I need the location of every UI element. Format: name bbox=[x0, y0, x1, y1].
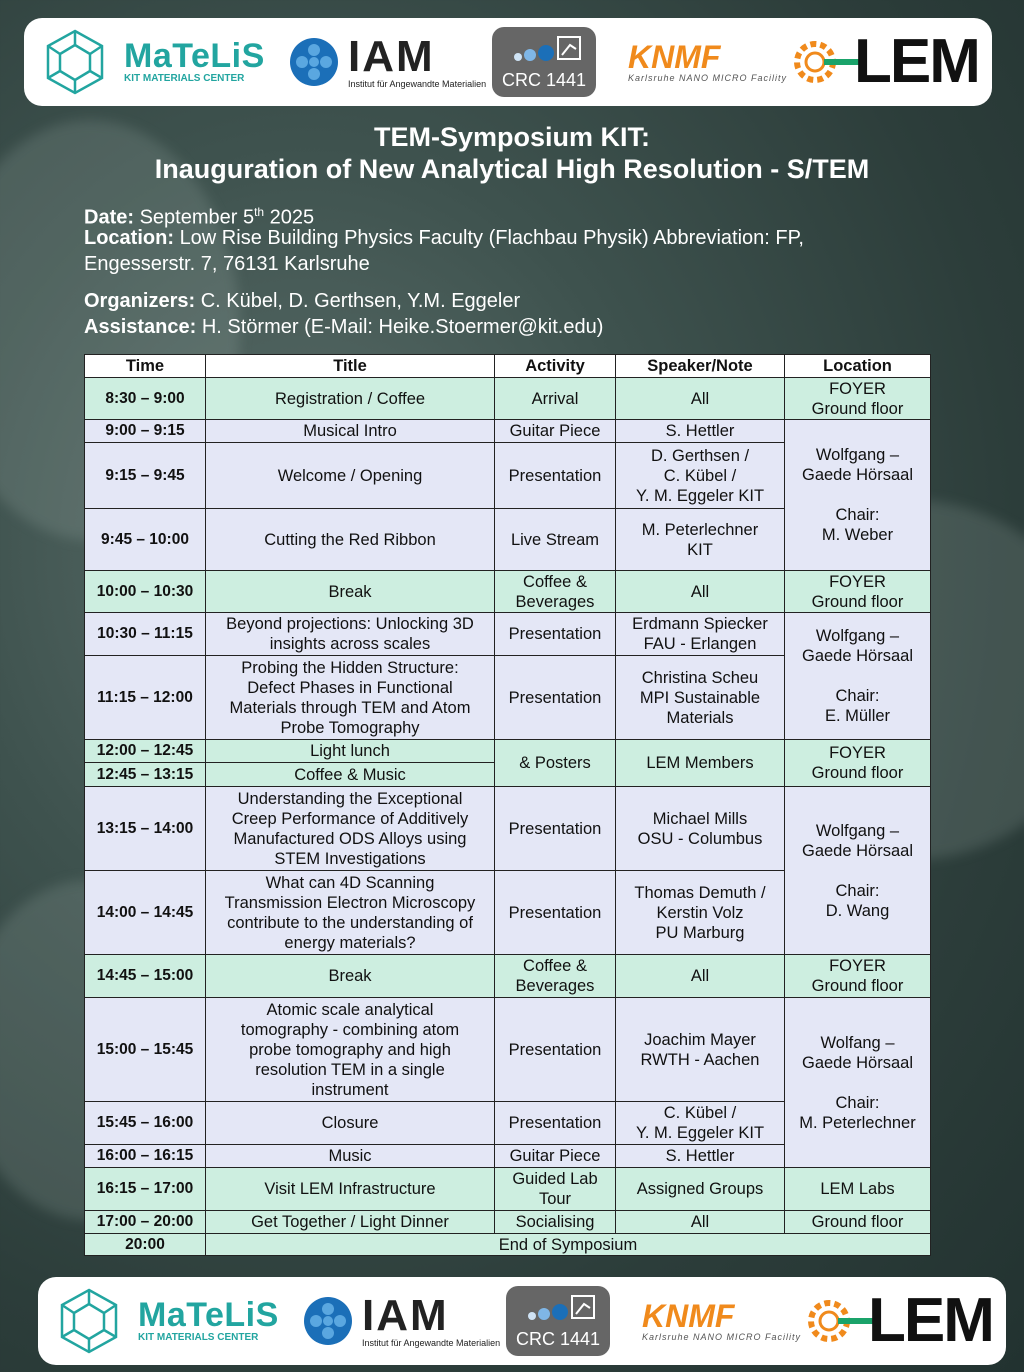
row-location: Wolfang – Gaede Hörsaal Chair: M. Peterlechner bbox=[785, 998, 931, 1168]
mateli-subtitle: KIT MATERIALS CENTER bbox=[138, 1332, 259, 1343]
row-time: 10:00 – 10:30 bbox=[85, 571, 206, 613]
mateli-name: MaTeLiS bbox=[124, 37, 265, 75]
row-activity: Presentation bbox=[495, 613, 616, 656]
table-row bbox=[85, 613, 931, 656]
row-activity: Coffee & Beverages bbox=[495, 955, 616, 998]
organizers-line: Organizers: C. Kübel, D. Gerthsen, Y.M. Eggeler bbox=[84, 290, 521, 312]
row-speaker: All bbox=[616, 571, 785, 613]
row-title: Atomic scale analytical tomography - combining atom probe tomography and high resolution TEM in a single instrument bbox=[206, 998, 495, 1102]
row-speaker: LEM Members bbox=[616, 740, 785, 787]
row-location: FOYER Ground floor bbox=[785, 740, 931, 787]
mateli-subtitle: KIT MATERIALS CENTER bbox=[124, 73, 245, 84]
crc-label: CRC 1441 bbox=[515, 1329, 601, 1349]
header-activity: Activity bbox=[495, 355, 616, 378]
lem-name: LEM bbox=[854, 27, 979, 96]
schedule-table bbox=[84, 354, 931, 1256]
iam-sphere-icon bbox=[288, 36, 340, 88]
row-title: End of Symposium bbox=[206, 1234, 931, 1256]
lem-logo bbox=[824, 28, 979, 96]
iam-logo bbox=[302, 1287, 500, 1355]
location-value-2: Engesserstr. 7, 76131 Karlsruhe bbox=[84, 253, 370, 275]
table-row bbox=[85, 378, 931, 420]
row-speaker: Assigned Groups bbox=[616, 1168, 785, 1211]
row-time: 14:00 – 14:45 bbox=[85, 871, 206, 955]
title-line-2: Inauguration of New Analytical High Resolution - S/TEM bbox=[154, 154, 870, 184]
row-time: 9:15 – 9:45 bbox=[85, 443, 206, 509]
row-time: 16:00 – 16:15 bbox=[85, 1145, 206, 1168]
row-title: Beyond projections: Unlocking 3D insights across scales bbox=[206, 613, 495, 656]
crc-logo bbox=[506, 1287, 610, 1355]
row-time: 16:15 – 17:00 bbox=[85, 1168, 206, 1211]
crc-dots-icon bbox=[492, 27, 596, 71]
row-activity: Guitar Piece bbox=[495, 1145, 616, 1168]
row-time: 14:45 – 15:00 bbox=[85, 955, 206, 998]
crc-label: CRC 1441 bbox=[501, 70, 587, 90]
row-title: Music bbox=[206, 1145, 495, 1168]
lem-logo bbox=[838, 1287, 993, 1355]
iam-name: IAM bbox=[348, 32, 435, 81]
row-location: LEM Labs bbox=[785, 1168, 931, 1211]
table-row bbox=[85, 787, 931, 871]
knmf-name: KNMF bbox=[628, 39, 721, 75]
row-activity: Arrival bbox=[495, 378, 616, 420]
crc-logo bbox=[492, 28, 596, 96]
row-location: FOYER Ground floor bbox=[785, 571, 931, 613]
table-row bbox=[85, 571, 931, 613]
row-speaker: All bbox=[616, 378, 785, 420]
knmf-logo bbox=[628, 28, 843, 96]
date-suffix: th bbox=[254, 205, 265, 219]
row-speaker: D. Gerthsen / C. Kübel / Y. M. Eggeler KIT bbox=[616, 443, 785, 509]
row-time: 12:00 – 12:45 bbox=[85, 740, 206, 763]
iam-subtitle: Institut für Angewandte Materialien bbox=[348, 79, 487, 89]
row-speaker: S. Hettler bbox=[616, 1145, 785, 1168]
mateli-cube-icon bbox=[40, 27, 110, 97]
table-row bbox=[85, 1234, 931, 1256]
row-speaker: Joachim Mayer RWTH - Aachen bbox=[616, 998, 785, 1102]
row-title: Registration / Coffee bbox=[206, 378, 495, 420]
row-location: FOYER Ground floor bbox=[785, 955, 931, 998]
location-line bbox=[84, 225, 804, 277]
row-activity: Guitar Piece bbox=[495, 420, 616, 443]
table-row bbox=[85, 420, 931, 443]
row-speaker: S. Hettler bbox=[616, 420, 785, 443]
row-speaker: Michael Mills OSU - Columbus bbox=[616, 787, 785, 871]
date-label: Date: bbox=[84, 206, 135, 229]
row-title: Break bbox=[206, 571, 495, 613]
iam-subtitle: Institut für Angewandte Materialien bbox=[362, 1338, 501, 1348]
row-title: Closure bbox=[206, 1102, 495, 1145]
lem-name: LEM bbox=[868, 1286, 993, 1355]
row-activity: & Posters bbox=[495, 740, 616, 787]
header-time: Time bbox=[85, 355, 206, 378]
mateli-name: MaTeLiS bbox=[138, 1296, 279, 1334]
row-time: 11:15 – 12:00 bbox=[85, 656, 206, 740]
row-speaker: Erdmann Spiecker FAU - Erlangen bbox=[616, 613, 785, 656]
row-time: 9:00 – 9:15 bbox=[85, 420, 206, 443]
row-activity: Guided Lab Tour bbox=[495, 1168, 616, 1211]
organizers-value: C. Kübel, D. Gerthsen, Y.M. Eggeler bbox=[200, 290, 521, 312]
row-activity: Coffee & Beverages bbox=[495, 571, 616, 613]
row-time: 10:30 – 11:15 bbox=[85, 613, 206, 656]
table-header-row bbox=[85, 355, 931, 378]
row-title: Probing the Hidden Structure: Defect Phases in Functional Materials through TEM and Atom Probe Tomography bbox=[206, 656, 495, 740]
row-activity: Presentation bbox=[495, 656, 616, 740]
assistance-label: Assistance bbox=[84, 316, 190, 338]
table-row bbox=[85, 740, 931, 763]
row-location: FOYER Ground floor bbox=[785, 378, 931, 420]
title-line-1: TEM-Symposium KIT: bbox=[373, 122, 650, 152]
row-title: Cutting the Red Ribbon bbox=[206, 509, 495, 571]
table-row bbox=[85, 955, 931, 998]
row-time: 8:30 – 9:00 bbox=[85, 378, 206, 420]
row-time: 12:45 – 13:15 bbox=[85, 763, 206, 787]
table-row bbox=[85, 1211, 931, 1234]
row-activity: Socialising bbox=[495, 1211, 616, 1234]
location-value: Low Rise Building Physics Faculty (Flachbau Physik) Abbreviation: FP, bbox=[179, 227, 804, 249]
row-title: Understanding the Exceptional Creep Performance of Additively Manufactured ODS Alloys using STEM Investigations bbox=[206, 787, 495, 871]
row-location: Wolfgang – Gaede Hörsaal Chair: D. Wang bbox=[785, 787, 931, 955]
row-location: Wolfgang – Gaede Hörsaal Chair: E. Müller bbox=[785, 613, 931, 740]
row-activity: Presentation bbox=[495, 787, 616, 871]
mateli-logo bbox=[40, 28, 265, 96]
header-location: Location bbox=[785, 355, 931, 378]
header-speaker: Speaker/Note bbox=[616, 355, 785, 378]
date-value: September 5 bbox=[139, 206, 255, 229]
date-year: 2025 bbox=[269, 206, 315, 229]
row-activity: Live Stream bbox=[495, 509, 616, 571]
row-speaker: Thomas Demuth / Kerstin Volz PU Marburg bbox=[616, 871, 785, 955]
row-title: Get Together / Light Dinner bbox=[206, 1211, 495, 1234]
row-title: Break bbox=[206, 955, 495, 998]
mateli-cube-icon bbox=[54, 1286, 124, 1356]
row-activity: Presentation bbox=[495, 998, 616, 1102]
row-title: What can 4D Scanning Transmission Electron Microscopy contribute to the understanding of energy materials? bbox=[206, 871, 495, 955]
row-time: 15:45 – 16:00 bbox=[85, 1102, 206, 1145]
row-location: Ground floor bbox=[785, 1211, 931, 1234]
row-time: 20:00 bbox=[85, 1234, 206, 1256]
row-time: 9:45 – 10:00 bbox=[85, 509, 206, 571]
top-logo-bar bbox=[24, 18, 992, 106]
row-title: Welcome / Opening bbox=[206, 443, 495, 509]
knmf-subtitle: Karlsruhe NANO MICRO Facility bbox=[642, 1332, 802, 1342]
row-title: Light lunch bbox=[206, 740, 495, 763]
table-row bbox=[85, 998, 931, 1102]
row-speaker: Christina Scheu MPI Sustainable Materials bbox=[616, 656, 785, 740]
row-speaker: M. Peterlechner KIT bbox=[616, 509, 785, 571]
row-time: 17:00 – 20:00 bbox=[85, 1211, 206, 1234]
knmf-logo bbox=[642, 1287, 857, 1355]
row-speaker: C. Kübel / Y. M. Eggeler KIT bbox=[616, 1102, 785, 1145]
bottom-logo-bar bbox=[38, 1277, 1006, 1365]
row-speaker: All bbox=[616, 955, 785, 998]
header-title: Title bbox=[206, 355, 495, 378]
knmf-name: KNMF bbox=[642, 1298, 735, 1334]
crc-dots-icon bbox=[506, 1286, 610, 1330]
table-row bbox=[85, 1168, 931, 1211]
mateli-logo bbox=[54, 1287, 279, 1355]
row-activity: Presentation bbox=[495, 443, 616, 509]
iam-sphere-icon bbox=[302, 1295, 354, 1347]
organizers-label: Organizers bbox=[84, 290, 189, 312]
iam-name: IAM bbox=[362, 1291, 449, 1340]
row-speaker: All bbox=[616, 1211, 785, 1234]
assistance-line: Assistance: H. Störmer (E-Mail: Heike.Stoermer@kit.edu) bbox=[84, 316, 604, 338]
knmf-subtitle: Karlsruhe NANO MICRO Facility bbox=[628, 73, 788, 83]
row-time: 13:15 – 14:00 bbox=[85, 787, 206, 871]
row-title: Visit LEM Infrastructure bbox=[206, 1168, 495, 1211]
location-label: Location: bbox=[84, 227, 174, 249]
row-activity: Presentation bbox=[495, 871, 616, 955]
row-title: Musical Intro bbox=[206, 420, 495, 443]
row-title: Coffee & Music bbox=[206, 763, 495, 787]
row-time: 15:00 – 15:45 bbox=[85, 998, 206, 1102]
iam-logo bbox=[288, 28, 486, 96]
row-location: Wolfgang – Gaede Hörsaal Chair: M. Weber bbox=[785, 420, 931, 571]
row-activity: Presentation bbox=[495, 1102, 616, 1145]
assistance-value: H. Störmer (E-Mail: Heike.Stoermer@kit.edu) bbox=[201, 316, 604, 338]
